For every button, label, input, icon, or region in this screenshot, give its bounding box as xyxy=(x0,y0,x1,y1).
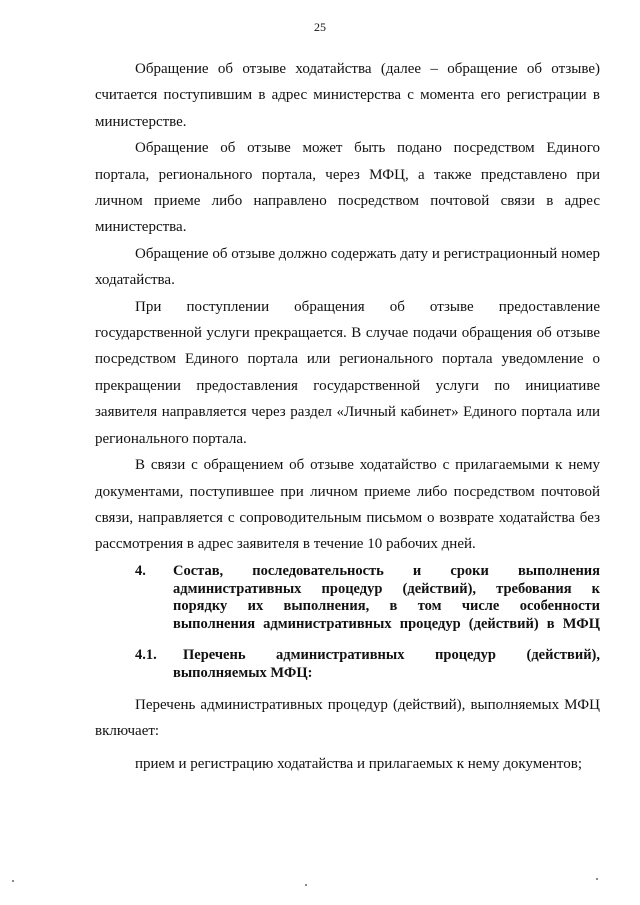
scan-speck xyxy=(305,884,307,886)
scan-speck xyxy=(12,880,14,882)
subsection-title-line: выполняемых МФЦ: xyxy=(173,664,313,681)
section-title-line: Состав, последовательность и сроки выполнения xyxy=(173,563,600,579)
subsection-title-line: Перечень административных процедур (действий), xyxy=(183,647,600,663)
body-text xyxy=(95,56,600,558)
paragraph-withdrawal-received: Обращение об отзыве ходатайства (далее – обращение об отзыве) считается поступившим в адрес министерства с момента его регистрации в министерстве. xyxy=(95,61,600,130)
subsection-number: 4.1. xyxy=(135,647,157,663)
tail-text xyxy=(95,692,600,777)
section-title-line: административных процедур (действий), требования к xyxy=(173,580,600,597)
section-title xyxy=(173,563,600,633)
section-4-heading xyxy=(95,563,600,633)
page-number: 25 xyxy=(314,20,326,34)
paragraph-withdrawal-contents: Обращение об отзыве должно содержать дату и регистрационный номер ходатайства. xyxy=(95,245,600,289)
section-title-line: выполнения административных процедур (действий) в МФЦ xyxy=(173,615,600,632)
paragraph-service-termination: При поступлении обращения об отзыве предоставление государственной услуги прекращается. В случае подачи обращения об отзыве посредством Единого портала или регионального портала уведомление о прекращении предоставления государственной услуги по инициативе заявителя направляется через раздел «Личный кабинет» Единого портала или регионального портала. xyxy=(95,298,600,447)
section-number: 4. xyxy=(135,563,146,579)
subsection-title xyxy=(183,647,600,665)
section-title-line: порядку их выполнения, в том числе особенности xyxy=(173,598,600,614)
scan-speck xyxy=(596,878,598,880)
paragraph-documents-return: В связи с обращением об отзыве ходатайство с прилагаемыми к нему документами, поступившее при личном приеме либо посредством почтовой связи, направляется с сопроводительным письмом о возврате ходатайства без рассмотрения в адрес заявителя в течение 10 рабочих дней. xyxy=(95,457,600,553)
paragraph-withdrawal-submission: Обращение об отзыве может быть подано посредством Единого портала, регионального портала, через МФЦ, а также представлено при личном приеме либо направлено посредством почтовой связи в адрес министерства. xyxy=(95,140,600,236)
list-item-reception: прием и регистрацию ходатайства и прилагаемых к нему документов; xyxy=(135,755,582,772)
paragraph-mfc-procedures: Перечень административных процедур (действий), выполняемых МФЦ включает: xyxy=(95,697,600,740)
section-4-1-heading xyxy=(95,647,600,682)
